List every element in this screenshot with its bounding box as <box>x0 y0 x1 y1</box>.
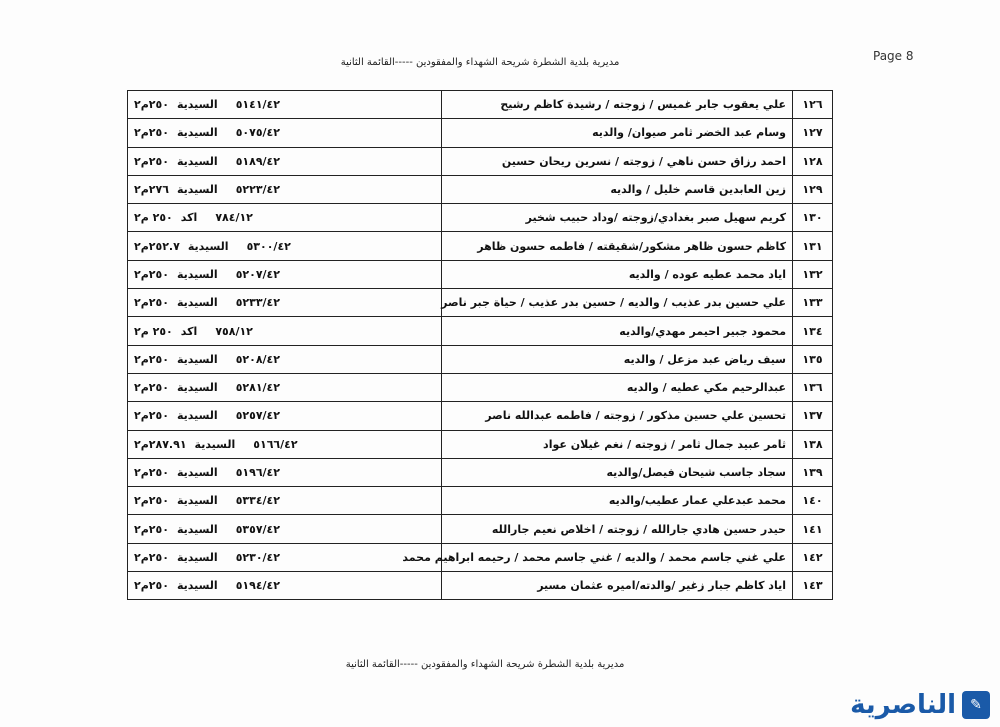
row-name: علي يعقوب جابر غميس / زوجته / رشيدة كاظم رشيح <box>442 91 793 119</box>
parcel-number: ٥٣٣٤/٤٢ <box>235 494 280 508</box>
parcel-district: اكد <box>180 324 198 338</box>
parcel-number: ٧٨٤/١٢ <box>215 211 253 225</box>
parcel-area: ٢٥٠م٢ <box>134 579 169 593</box>
row-name: علي غني جاسم محمد / والديه / غني جاسم محمد / رحيمه ابراهيم محمد <box>442 543 793 571</box>
table-row <box>128 430 833 458</box>
parcel-number: ٥٢٥٧/٤٢ <box>235 409 280 423</box>
parcel-district: السيدية <box>176 352 218 366</box>
parcel-district: السيدية <box>176 296 218 310</box>
row-parcel <box>128 430 442 458</box>
parcel-area: ٢٥٢.٧م٢ <box>134 239 180 253</box>
parcel-number: ٥٢٠٨/٤٢ <box>235 352 280 366</box>
row-number: ١٤١ <box>793 515 833 543</box>
row-number: ١٣٣ <box>793 289 833 317</box>
row-name: كريم سهيل صبر بغدادي/زوجته /وداد حبيب شخير <box>442 204 793 232</box>
row-number: ١٢٨ <box>793 147 833 175</box>
parcel-area: ٢٥٠م٢ <box>134 352 169 366</box>
parcel-area: ٢٧٦م٢ <box>134 183 169 197</box>
logo-text: الناصرية <box>850 690 956 720</box>
row-number: ١٢٩ <box>793 175 833 203</box>
row-name: ثامر عبيد جمال ثامر / زوجته / نغم غيلان عواد <box>442 430 793 458</box>
row-number: ١٣٤ <box>793 317 833 345</box>
row-number: ١٤٠ <box>793 487 833 515</box>
row-parcel <box>128 204 442 232</box>
parcel-number: ٥٢٨١/٤٢ <box>235 381 280 395</box>
row-parcel <box>128 345 442 373</box>
parcel-district: اكد <box>180 211 198 225</box>
table-row <box>128 147 833 175</box>
row-parcel <box>128 458 442 486</box>
page-number: Page 8 <box>873 49 914 63</box>
page-header: مديرية بلدية الشطرة شريحة الشهداء والمفقودين -----القائمة الثانية <box>340 57 620 68</box>
row-parcel <box>128 543 442 571</box>
row-name: اياد كاظم جبار زغير /والدته/اميره عثمان مسير <box>442 572 793 600</box>
parcel-area: ٢٥٠م٢ <box>134 409 169 423</box>
page-footer: مديرية بلدية الشطرة شريحة الشهداء والمفقودين -----القائمة الثانية <box>345 659 625 670</box>
row-parcel <box>128 402 442 430</box>
parcel-number: ٥٣٥٧/٤٢ <box>235 522 280 536</box>
parcel-district: السيدية <box>176 183 218 197</box>
parcel-area: ٢٥٠م٢ <box>134 154 169 168</box>
table-row <box>128 543 833 571</box>
parcel-number: ٥٢٠٧/٤٢ <box>235 267 280 281</box>
logo-mark-icon: ✎ <box>962 691 990 719</box>
table-row <box>128 345 833 373</box>
row-number: ١٤٣ <box>793 572 833 600</box>
parcel-number: ٥١٨٩/٤٢ <box>235 154 280 168</box>
table-row <box>128 317 833 345</box>
row-parcel <box>128 487 442 515</box>
parcel-area: ٢٥٠م٢ <box>134 494 169 508</box>
row-parcel <box>128 175 442 203</box>
table-row <box>128 572 833 600</box>
parcel-district: السيدية <box>176 466 218 479</box>
table-body <box>128 91 833 600</box>
parcel-district: السيدية <box>176 579 218 593</box>
row-name: كاظم حسون ظاهر مشكور/شقيقته / فاطمه حسون ظاهر <box>442 232 793 260</box>
parcel-area: ٢٥٠ م٢ <box>134 324 173 338</box>
row-number: ١٣٠ <box>793 204 833 232</box>
parcel-district: السيدية <box>176 154 218 168</box>
row-name: زين العابدين قاسم خليل / والديه <box>442 175 793 203</box>
row-number: ١٤٢ <box>793 543 833 571</box>
row-number: ١٢٦ <box>793 91 833 119</box>
row-name: حيدر حسين هادي جارالله / زوجته / اخلاص نعيم جارالله <box>442 515 793 543</box>
parcel-district: السيدية <box>176 98 218 112</box>
row-number: ١٣٧ <box>793 402 833 430</box>
row-parcel <box>128 515 442 543</box>
parcel-area: ٢٥٠م٢ <box>134 296 169 310</box>
table-row <box>128 204 833 232</box>
table-row <box>128 487 833 515</box>
row-name: سجاد جاسب شيحان فيصل/والديه <box>442 458 793 486</box>
parcel-number: ٥٣٠٠/٤٢ <box>246 239 291 253</box>
row-parcel <box>128 317 442 345</box>
row-name: اياد محمد عطيه عوده / والديه <box>442 260 793 288</box>
parcel-area: ٢٥٠م٢ <box>134 381 169 395</box>
table-row <box>128 91 833 119</box>
row-number: ١٢٧ <box>793 119 833 147</box>
parcel-area: ٢٥٠م٢ <box>134 267 169 281</box>
row-name: احمد رزاق حسن ناهي / زوجته / نسرين ريحان حسين <box>442 147 793 175</box>
parcel-number: ٥٠٧٥/٤٢ <box>235 126 280 140</box>
parcel-number: ٥١٩٤/٤٢ <box>235 579 280 593</box>
row-name: وسام عبد الخضر ثامر صيوان/ والديه <box>442 119 793 147</box>
table-row <box>128 373 833 401</box>
table-row <box>128 232 833 260</box>
parcel-district: السيدية <box>176 522 218 536</box>
table-row <box>128 458 833 486</box>
parcel-district: السيدية <box>187 239 229 253</box>
row-name: سيف رياض عبد مزعل / والديه <box>442 345 793 373</box>
row-parcel <box>128 572 442 600</box>
row-number: ١٣٦ <box>793 373 833 401</box>
table-row <box>128 175 833 203</box>
row-parcel <box>128 373 442 401</box>
parcel-area: ٢٥٠م٢ <box>134 550 169 564</box>
parcel-area: ٢٥٠م٢ <box>134 466 169 479</box>
table-row <box>128 260 833 288</box>
row-name: محمد عبدعلي عمار عطيب/والديه <box>442 487 793 515</box>
row-parcel <box>128 91 442 119</box>
row-parcel <box>128 147 442 175</box>
parcel-number: ٥١٦٦/٤٢ <box>253 437 298 451</box>
parcel-number: ٥١٤١/٤٢ <box>235 98 280 112</box>
logo <box>840 688 990 722</box>
row-number: ١٣١ <box>793 232 833 260</box>
row-number: ١٣٩ <box>793 458 833 486</box>
table-row <box>128 515 833 543</box>
row-name: محمود جبير احيمر مهدي/والديه <box>442 317 793 345</box>
parcel-number: ٥١٩٦/٤٢ <box>235 466 280 479</box>
row-name: عبدالرحيم مكي عطيه / والديه <box>442 373 793 401</box>
parcel-district: السيدية <box>176 409 218 423</box>
parcel-number: ٥٢٢٣/٤٢ <box>235 183 280 197</box>
parcel-district: السيدية <box>194 437 236 451</box>
row-parcel <box>128 260 442 288</box>
parcel-area: ٢٨٧.٩١م٢ <box>134 437 187 451</box>
parcel-number: ٥٢٣٣/٤٢ <box>235 296 280 310</box>
parcel-area: ٢٥٠ م٢ <box>134 211 173 225</box>
row-parcel <box>128 119 442 147</box>
row-parcel <box>128 232 442 260</box>
parcel-district: السيدية <box>176 494 218 508</box>
parcel-district: السيدية <box>176 126 218 140</box>
beneficiaries-table <box>127 90 833 600</box>
table-row <box>128 289 833 317</box>
parcel-district: السيدية <box>176 381 218 395</box>
parcel-number: ٥٢٣٠/٤٢ <box>235 550 280 564</box>
parcel-area: ٢٥٠م٢ <box>134 98 169 112</box>
row-name: تحسين علي حسين مذكور / زوجته / فاطمه عبدالله ناصر <box>442 402 793 430</box>
row-number: ١٣٢ <box>793 260 833 288</box>
row-parcel <box>128 289 442 317</box>
table-row <box>128 119 833 147</box>
parcel-number: ٧٥٨/١٢ <box>215 324 253 338</box>
parcel-district: السيدية <box>176 550 218 564</box>
row-number: ١٣٥ <box>793 345 833 373</box>
parcel-district: السيدية <box>176 267 218 281</box>
row-number: ١٣٨ <box>793 430 833 458</box>
table-row <box>128 402 833 430</box>
parcel-area: ٢٥٠م٢ <box>134 522 169 536</box>
row-name: علي حسين بدر عذيب / والديه / حسين بدر عذيب / حياة جبر ناصر <box>442 289 793 317</box>
parcel-area: ٢٥٠م٢ <box>134 126 169 140</box>
